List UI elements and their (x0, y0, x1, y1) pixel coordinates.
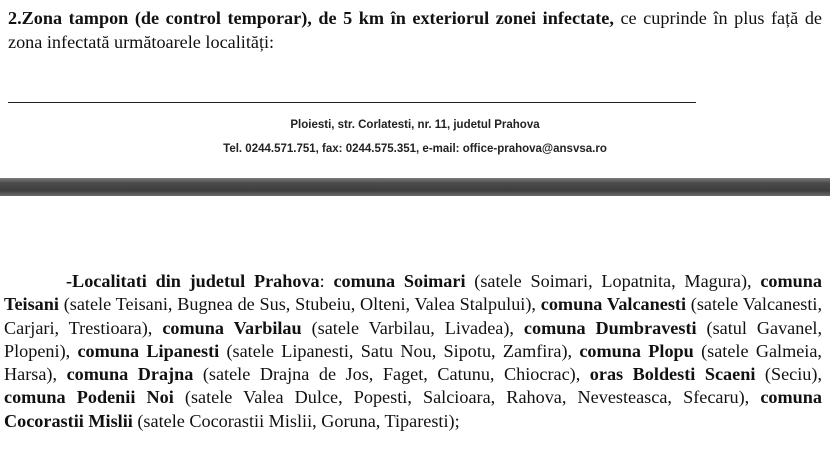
locality-name: comuna Lipanesti (77, 340, 220, 361)
locality-name: comuna Valcanesti (540, 294, 687, 315)
footer-address: Ploiesti, str. Corlatesti, nr. 11, judetul Prahova (290, 119, 540, 131)
upper-page (0, 0, 830, 178)
locality-name: comuna Varbilau (162, 317, 302, 338)
section-2-heading: 2.Zona tampon (de control temporar), de 5 km în exteriorul zonei infectate, (8, 8, 614, 28)
locality-name: comuna Cocorastii Mislii (4, 387, 822, 431)
section-2-paragraph (8, 6, 822, 54)
locality-name: comuna Dumbravesti (523, 317, 697, 338)
localities-paragraph: -Localitati din judetul Prahova: comuna Soimari (satele Soimari, Lopatnita, Magura), comuna Teisani (satele Teisani, Bugnea de Sus, Stubeiu, Olteni, Valea Stalpului), comuna Valcanesti (satele Valcanesti, Carjari, Trestioara), comuna Varbilau (satele Varbilau, Livadea), comuna Dumbravesti (satul Gavanel, Plopeni), comuna Lipanesti (satele Lipanesti, Satu Nou, Sipotu, Zamfira), comuna Plopu (satele Galmeia, Harsa), comuna Drajna (satele Drajna de Jos, Faget, Catunu, Chiocrac), oras Boldesti Scaeni (Seciu), comuna Podenii Noi (satele Valea Dulce, Popesti, Salcioara, Rahova, Nevesteasca, Sfecaru), comuna Cocorastii Mislii (satele Cocorastii Mislii, Goruna, Tiparesti); (4, 271, 823, 431)
locality-detail: (satele Teisani, Bugnea de Sus, Stubeiu, Olteni, Valea Stalpului), (58, 294, 541, 315)
locality-name: comuna Plopu (579, 340, 694, 361)
locality-detail: (satele Varbilau, Livadea), (301, 317, 524, 338)
locality-detail: (satele Drajna de Jos, Faget, Catunu, Chiocrac), (193, 364, 590, 385)
locality-detail: (satele Valea Dulce, Popesti, Salcioara, Rahova, Nevesteasca, Sfecaru), (173, 387, 761, 408)
locality-detail: (satele Valcanesti, Carjari, Trestioara), (4, 294, 822, 338)
locality-name: comuna Soimari (333, 271, 466, 291)
locality-name: oras Boldesti Scaeni (589, 364, 756, 385)
locality-detail: (satele Lipanesti, Satu Nou, Sipotu, Zamfira), (219, 340, 580, 361)
footer-divider (8, 102, 696, 103)
locality-detail: (satele Soimari, Lopatnita, Magura), (465, 271, 761, 291)
locality-detail: (satele Cocorastii Mislii, Goruna, Tiparesti); (132, 410, 460, 431)
footer-contact: Tel. 0244.571.751, fax: 0244.575.351, e-mail: office-prahova@ansvsa.ro (223, 143, 607, 155)
locality-name: comuna Podenii Noi (4, 387, 174, 408)
locality-name: comuna Teisani (4, 271, 822, 315)
section-2-text: ce cuprinde în plus față de zona infectată următoarele localități: (8, 8, 822, 52)
locality-detail: (satele Galmeia, Harsa), (4, 340, 822, 385)
locality-name: comuna Drajna (66, 364, 194, 385)
localities-intro: -Localitati din judetul Prahova (66, 271, 320, 291)
locality-detail: (satul Gavanel, Plopeni), (4, 317, 823, 361)
locality-detail: (Seciu), (755, 364, 822, 385)
page-separator (0, 178, 830, 196)
